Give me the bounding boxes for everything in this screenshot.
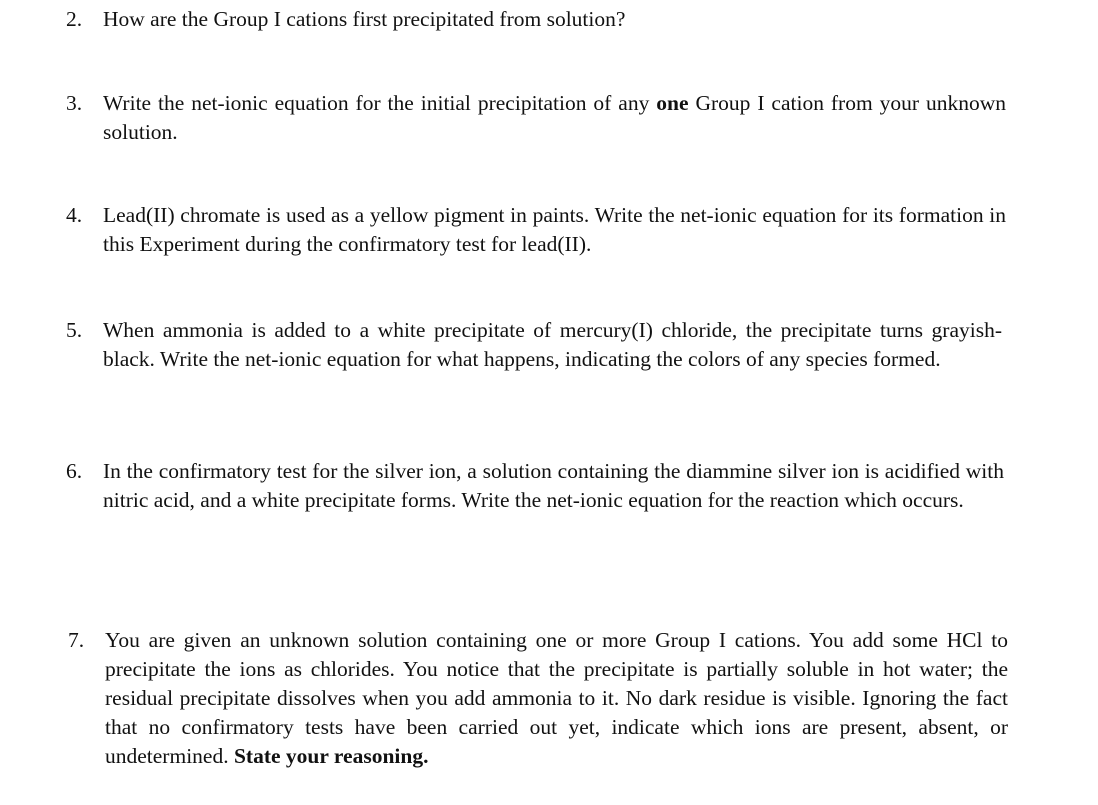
question-number: 7.: [68, 628, 85, 652]
question-text-part: You are given an unknown solution containing one or more Group I cations. You add some HCl to precipitate the ions as chlorides. You notice that the precipitate is partially soluble in hot water; the residual precipitate dissolves when you add ammonia to it. No dark residue is visible. Ignoring the fact that no confirmatory tests have been carried out yet, indicate which ions are present, absent, or undetermined.: [105, 628, 1008, 768]
question-7: [68, 626, 1008, 771]
question-text-part: Group I cation from your unknown solution.: [103, 91, 1006, 144]
question-6: [66, 457, 1004, 515]
question-4: [66, 201, 1006, 259]
question-text: How are the Group I cations first precipitated from solution?: [103, 7, 626, 31]
question-5: [66, 316, 1002, 374]
question-text: [103, 89, 1006, 147]
question-text: In the confirmatory test for the silver ion, a solution containing the diammine silver ion is acidified with nitric acid, and a white precipitate forms. Write the net-ionic equation for the reaction which occurs.: [103, 459, 1004, 512]
question-3: [66, 89, 1006, 147]
question-number: 3.: [66, 91, 83, 115]
question-2: [66, 5, 1006, 34]
question-number: 5.: [66, 318, 83, 342]
question-number: 2.: [66, 7, 83, 31]
emphasis-text: one: [656, 91, 689, 115]
question-text: Lead(II) chromate is used as a yellow pigment in paints. Write the net-ionic equation for its formation in this Experiment during the confirmatory test for lead(II).: [103, 203, 1006, 256]
question-number: 4.: [66, 203, 83, 227]
question-text: When ammonia is added to a white precipitate of mercury(I) chloride, the precipitate turns grayish-black. Write the net-ionic equation for what happens, indicating the colors of any species formed.: [103, 318, 1002, 371]
question-text: [105, 626, 1008, 771]
question-number: 6.: [66, 459, 83, 483]
question-text-part: Write the net-ionic equation for the initial precipitation of any: [103, 91, 657, 115]
emphasis-text: State your reasoning.: [233, 744, 429, 768]
